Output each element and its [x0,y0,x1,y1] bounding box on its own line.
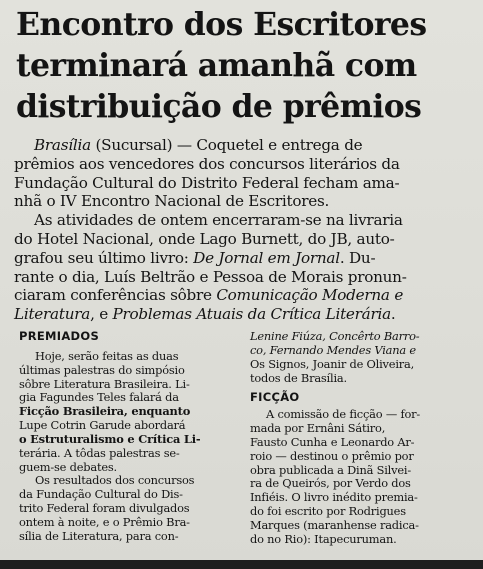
headline-line-2: terminará amanhã com [16,47,417,84]
lecture-title-1-cont: Literatura [14,305,91,324]
left-line: Hoje, serão feitas as duas [35,348,179,363]
bottom-edge-bar [0,560,483,569]
lead-line-1: Brasília (Sucursal) — Coquetel e entrega de [34,136,363,154]
lead-paragraph [14,136,470,324]
lead-line-7: grafou seu último livro: De Jornal em Jornal. Du- [14,248,376,267]
left-line: guem-se debates. [19,459,117,474]
lead-line-4: nhã o IV Encontro Nacional de Escritores. [14,192,330,211]
right-column [250,330,472,547]
headline-line-3: distribuição de prêmios [16,88,422,125]
left-line: Ficção Brasileira, enquanto [19,404,191,419]
left-line: o Estruturalismo e Crítica Li- [19,431,201,446]
left-line: últimas palestras do simpósio [19,362,185,377]
headline [16,4,476,127]
right-line: A comissão de ficção — for- [266,407,421,422]
right-line: Marques (maranhense radica- [250,517,419,532]
dateline-place: Brasília [34,136,91,154]
lead-line-8: rante o dia, Luís Beltrão e Pessoa de Morais pronun- [14,267,407,286]
lead-line-5: As atividades de ontem encerraram-se na livraria [34,211,403,230]
left-line: Lupe Cotrin Garude abordará [19,418,186,433]
left-line: sôbre Literatura Brasileira. Li- [19,376,190,391]
left-line: gia Fagundes Teles falará da [19,390,179,405]
right-line: Infiéis. O livro inédito premia- [250,490,418,505]
right-line: mada por Ernâni Sátiro, [250,421,386,436]
right-line: todos de Brasília. [250,370,347,385]
lead-line-2: prêmios aos vencedores dos concursos literários da [14,154,400,173]
right-line: co, Fernando Mendes Viana e [250,342,416,357]
section-heading-premiados: PREMIADOS [19,329,100,343]
lecture-title-2: Problemas Atuais da Crítica Literária [112,305,391,324]
right-line: do no Rio): Itapecuruman. [250,531,397,546]
left-line: Os resultados dos concursos [35,473,195,488]
book-title: De Jornal em Jornal [193,248,340,267]
right-line: do foi escrito por Rodrigues [250,504,406,519]
right-line: obra publicada a Dinã Silvei- [250,462,411,477]
lead-line-10: Literatura, e Problemas Atuais da Crítica Literária. [14,305,396,324]
right-line: ra de Queirós, por Verdo dos [250,476,411,491]
right-line: Fausto Cunha e Leonardo Ar- [250,434,415,449]
left-line: sília de Literatura, para con- [19,528,179,543]
lead-line-6: do Hotel Nacional, onde Lago Burnett, do JB, auto- [14,229,395,248]
right-line: roio — destinou o prêmio por [250,448,414,463]
left-line: trito Federal foram divulgados [19,501,190,516]
lead-line-3: Fundação Cultural do Distrito Federal fecham ama- [14,173,400,192]
right-line: Os Signos, Joanir de Oliveira, [250,356,415,371]
left-column [19,330,231,544]
headline-line-1: Encontro dos Escritores [16,6,427,43]
right-line: Lenine Fiúza, Concêrto Barro- [250,329,420,343]
section-heading-ficcao: FICÇÃO [250,390,300,405]
left-line: terária. A tôdas palestras se- [19,445,180,460]
left-line: ontem à noite, e o Prêmio Bra- [19,514,190,529]
left-line: da Fundação Cultural do Dis- [19,487,183,502]
lecture-title-1: Comunicação Moderna e [216,286,404,305]
lead-line-9: ciaram conferências sôbre Comunicação Moderna e [14,286,404,305]
